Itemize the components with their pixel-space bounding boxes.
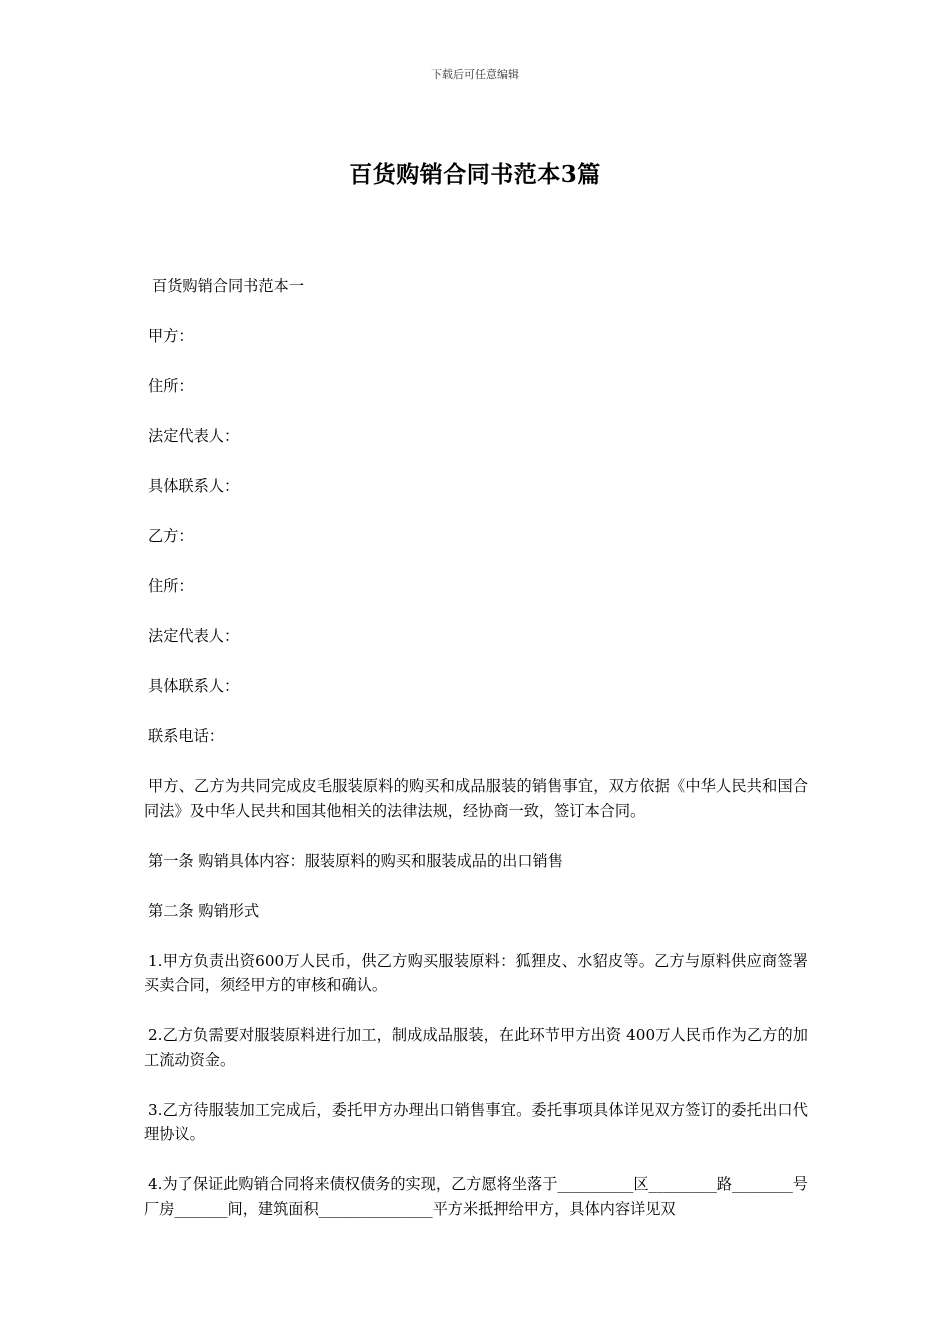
clause-1: 1.甲方负责出资600万人民币，供乙方购买服装原料：狐狸皮、水貂皮等。乙方与原料供应商签署买卖合同，须经甲方的审核和确认。 xyxy=(144,951,808,994)
party-b-legal-rep-label: 法定代表人： xyxy=(148,627,240,645)
article-1: 第一条 购销具体内容：服装原料的购买和服装成品的出口销售 xyxy=(148,851,563,870)
party-a-address-label: 住所： xyxy=(148,377,194,395)
clause-3: 3.乙方待服装加工完成后，委托甲方办理出口销售事宜。委托事项具体详见双方签订的委托出口代理协议。 xyxy=(144,1100,808,1143)
preamble-paragraph: 甲方、乙方为共同完成皮毛服装原料的购买和成品服装的销售事宜，双方依据《中华人民共和国合同法》及中华人民共和国其他相关的法律法规，经协商一致，签订本合同。 xyxy=(144,777,808,820)
phone-label: 联系电话： xyxy=(148,727,224,745)
clause-2: 2.乙方负需要对服装原料进行加工，制成成品服装，在此环节甲方出资 400万人民币作为乙方的加工流动资金。 xyxy=(144,1026,808,1069)
article-2-heading: 第二条 购销形式 xyxy=(148,901,260,920)
party-a-legal-rep-label: 法定代表人： xyxy=(148,427,240,445)
party-a-contact-label: 具体联系人： xyxy=(148,477,240,495)
header-note: 下载后可任意编辑 xyxy=(431,68,519,81)
party-b-address-label: 住所： xyxy=(148,577,194,595)
party-b-contact-label: 具体联系人： xyxy=(148,677,240,695)
document-title: 百货购销合同书范本3篇 xyxy=(349,161,601,188)
clause-4: 4.为了保证此购销合同将来债权债务的实现，乙方愿将坐落于__________区_________路________号厂房_______间，建筑面积_______________平方米抵押给甲方，具体内容详见双 xyxy=(144,1175,808,1218)
section-heading: 百货购销合同书范本一 xyxy=(152,277,304,295)
document-body xyxy=(144,274,808,1247)
party-b-label: 乙方： xyxy=(148,527,194,545)
party-a-label: 甲方： xyxy=(148,327,194,345)
